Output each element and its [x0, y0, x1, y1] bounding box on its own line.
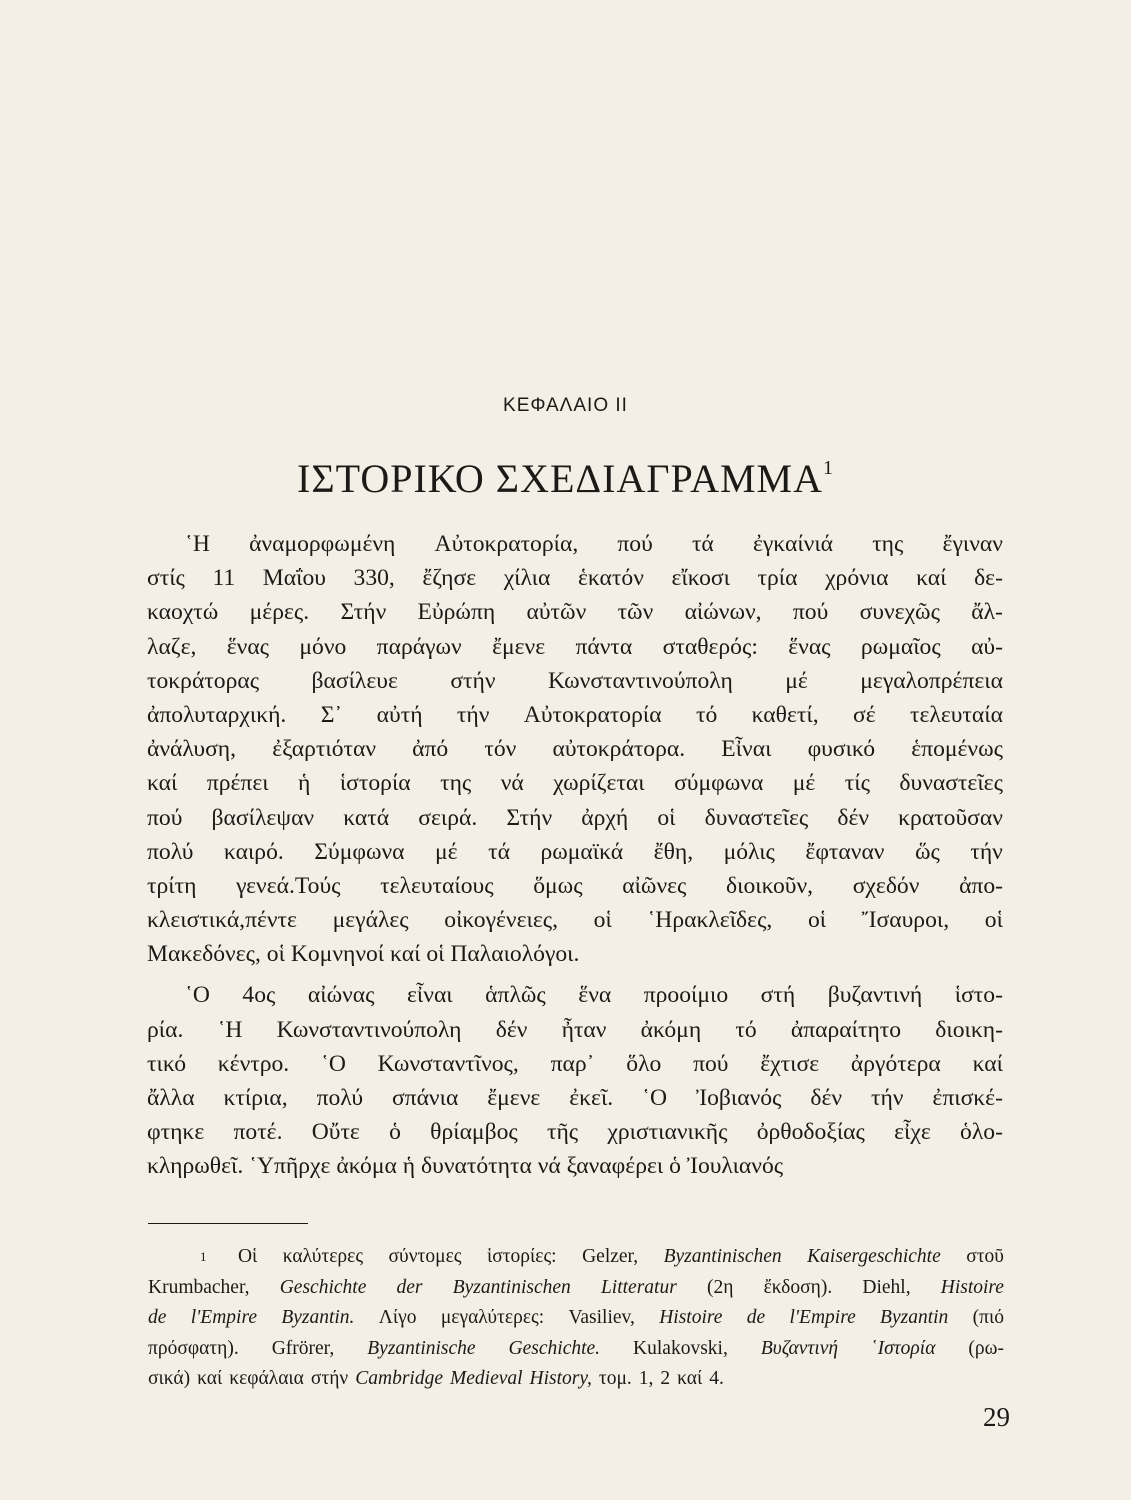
footnote-line — [148, 1364, 1004, 1395]
footnote-marker: 1 — [200, 1249, 207, 1264]
text-line: στίς 11 Μαΐου 330, ἔζησε χίλια ἑκατόν εἴκοσι τρία χρόνια καί δε- — [147, 565, 1003, 592]
italic-title: l'Empire — [789, 1307, 856, 1328]
italic-title: Byzantin. — [281, 1307, 355, 1328]
text-line: φτηκε ποτέ. Οὔτε ὁ θρίαμβος τῆς χριστιανικῆς ὀρθοδοξίας εἶχε ὁλο- — [147, 1119, 1003, 1146]
italic-title: ῾Ιστορία — [871, 1337, 936, 1359]
text-line: κλειστικά,πέντε μεγάλες οἰκογένειες, οἱ ῾Ηρακλεῖδες, οἱ Ἴσαυροι, οἱ — [147, 907, 1003, 934]
paragraph — [147, 527, 1003, 971]
text-line: κληρωθεῖ. ῾Υπῆρχε ἀκόμα ἡ δυνατότητα νά ξαναφέρει ὁ Ἰουλιανός — [147, 1153, 784, 1180]
italic-title: der — [396, 1276, 423, 1298]
text-line: Μακεδόνες, οἱ Κομνηνοί καί οἱ Παλαιολόγοι. — [147, 941, 580, 968]
italic-title: History, — [529, 1368, 592, 1389]
footnote-word: ἔκδοση). — [763, 1276, 833, 1298]
footnote-word: (πιό — [972, 1307, 1004, 1328]
text-line: πού βασίλεψαν κατά σειρά. Στήν ἀρχή οἱ δυναστεῖες δέν κρατοῦσαν — [147, 804, 1003, 831]
footnote-word: Kulakovski, — [633, 1337, 728, 1359]
chapter-title-text: ΙΣΤΟΡΙΚΟ ΣΧΕΔΙΑΓΡΑΜΜΑ — [297, 456, 823, 501]
text-line: καί πρέπει ἡ ἱστορία της νά χωρίζεται σύμφωνα μέ τίς δυναστεῖες — [147, 770, 1003, 797]
footnote-reference: 1 — [822, 457, 834, 479]
italic-title: Kaisergeschichte — [807, 1246, 941, 1267]
italic-title: Medieval — [450, 1368, 523, 1389]
footnote-word: καί — [677, 1368, 703, 1389]
footnote-word: (ρω- — [968, 1337, 1004, 1359]
italic-title: de — [746, 1307, 766, 1328]
italic-title: Histoire — [940, 1276, 1004, 1298]
text-line: καοχτώ μέρες. Στήν Εὐρώπη αὐτῶν τῶν αἰώνων, πού συνεχῶς ἄλ- — [147, 599, 1003, 626]
page-number: 29 — [983, 1402, 1010, 1432]
footnote-word: σικά) — [148, 1368, 191, 1389]
footnote-line — [148, 1273, 1004, 1304]
italic-title: Byzantinische — [367, 1337, 476, 1359]
footnote-word: 2 — [660, 1368, 671, 1389]
footnote-word: 4. — [709, 1368, 724, 1389]
italic-title: Cambridge — [355, 1368, 443, 1389]
italic-title: Geschichte. — [508, 1337, 601, 1359]
footnote-word: μεγαλύτερες: — [440, 1307, 545, 1328]
text-line: πολύ καιρό. Σύμφωνα μέ τά ρωμαϊκά ἔθη, μόλις ἔφταναν ὥς τήν — [147, 838, 1003, 865]
footnote-word: στοῦ — [966, 1246, 1004, 1267]
footnote-word: Οἱ — [237, 1246, 258, 1267]
footnote-word: Λίγο — [378, 1307, 417, 1328]
footnote-word: Gfrörer, — [271, 1337, 335, 1359]
italic-title: Byzantin — [880, 1307, 949, 1328]
footnote-word: Gelzer, — [582, 1246, 639, 1267]
text-line: ρία. ῾Η Κωνσταντινούπολη δέν ἦταν ἀκόμη τό ἀπαραίτητο διοικη- — [147, 1016, 1003, 1043]
italic-title: Geschichte — [279, 1276, 367, 1298]
text-line: ἀπολυταρχική. Σ᾿ αὐτή τήν Αὐτοκρατορία τό καθετί, σέ τελευταία — [147, 701, 1003, 728]
text-line: ἀνάλυση, ἐξαρτιόταν ἀπό τόν αὐτοκράτορα. Εἶναι φυσικό ἑπομένως — [147, 736, 1003, 763]
text-line: ἄλλα κτίρια, πολύ σπάνια ἔμενε ἐκεῖ. ῾Ο Ἰοβιανός δέν τήν ἐπισκέ- — [147, 1085, 1003, 1111]
text-line: τρίτη γενεά.Τούς τελευταίους ὅμως αἰῶνες διοικοῦν, σχεδόν ἀπο- — [147, 872, 1003, 899]
italic-title: Litteratur — [600, 1276, 677, 1298]
footnote-line — [148, 1303, 1004, 1334]
italic-title: Byzantinischen — [452, 1276, 571, 1298]
text-line: τικό κέντρο. ῾Ο Κωνσταντῖνος, παρ᾿ ὅλο πού ἔχτισε ἀργότερα καί — [147, 1050, 1003, 1077]
footnote-word: καί — [197, 1368, 223, 1389]
footnote-word: κεφάλαια — [229, 1368, 304, 1389]
footnote-divider — [148, 1223, 308, 1224]
chapter-label: ΚΕΦΑΛΑΙΟ II — [503, 395, 628, 416]
footnote-word: καλύτερες — [282, 1246, 364, 1267]
footnote-line — [148, 1242, 1004, 1273]
footnote-word: (2η — [706, 1276, 734, 1298]
footnote-word: ἱστορίες: — [486, 1246, 557, 1267]
footnote-word: Diehl, — [862, 1276, 911, 1298]
italic-title: l'Empire — [190, 1307, 257, 1328]
footnote-line — [148, 1334, 1004, 1365]
text-line: τοκράτορας βασίλευε στήν Κωνσταντινούπολη μέ μεγαλοπρέπεια — [147, 667, 1003, 694]
footnote-word: Vasiliev, — [568, 1307, 635, 1328]
text-line: ῾Η ἀναμορφωμένη Αὐτοκρατορία, πού τά ἐγκαίνιά της ἔγιναν — [185, 531, 1003, 557]
footnote-word: 1, — [638, 1368, 654, 1389]
italic-title: de — [148, 1307, 167, 1328]
italic-title: Byzantinischen — [663, 1246, 782, 1267]
footnote-word: Krumbacher, — [148, 1276, 250, 1298]
footnote — [148, 1242, 1004, 1395]
footnote-word: στήν — [310, 1368, 349, 1389]
body-text — [147, 527, 1003, 1184]
paragraph — [147, 978, 1003, 1183]
footnote-word: σύντομες — [388, 1246, 462, 1267]
italic-title: Histoire — [659, 1307, 723, 1328]
text-line: λαζε, ἕνας μόνο παράγων ἔμενε πάντα σταθερός: ἕνας ρωμαῖος αὐ- — [147, 633, 1003, 660]
footnote-word: πρόσφατη). — [148, 1337, 239, 1359]
chapter-title — [0, 455, 1131, 502]
text-line: ῾Ο 4ος αἰώνας εἶναι ἁπλῶς ἕνα προοίμιο στή βυζαντινή ἱστο- — [185, 982, 1003, 1009]
italic-title: Βυζαντινή — [760, 1337, 839, 1359]
footnote-word: τομ. — [598, 1368, 632, 1389]
